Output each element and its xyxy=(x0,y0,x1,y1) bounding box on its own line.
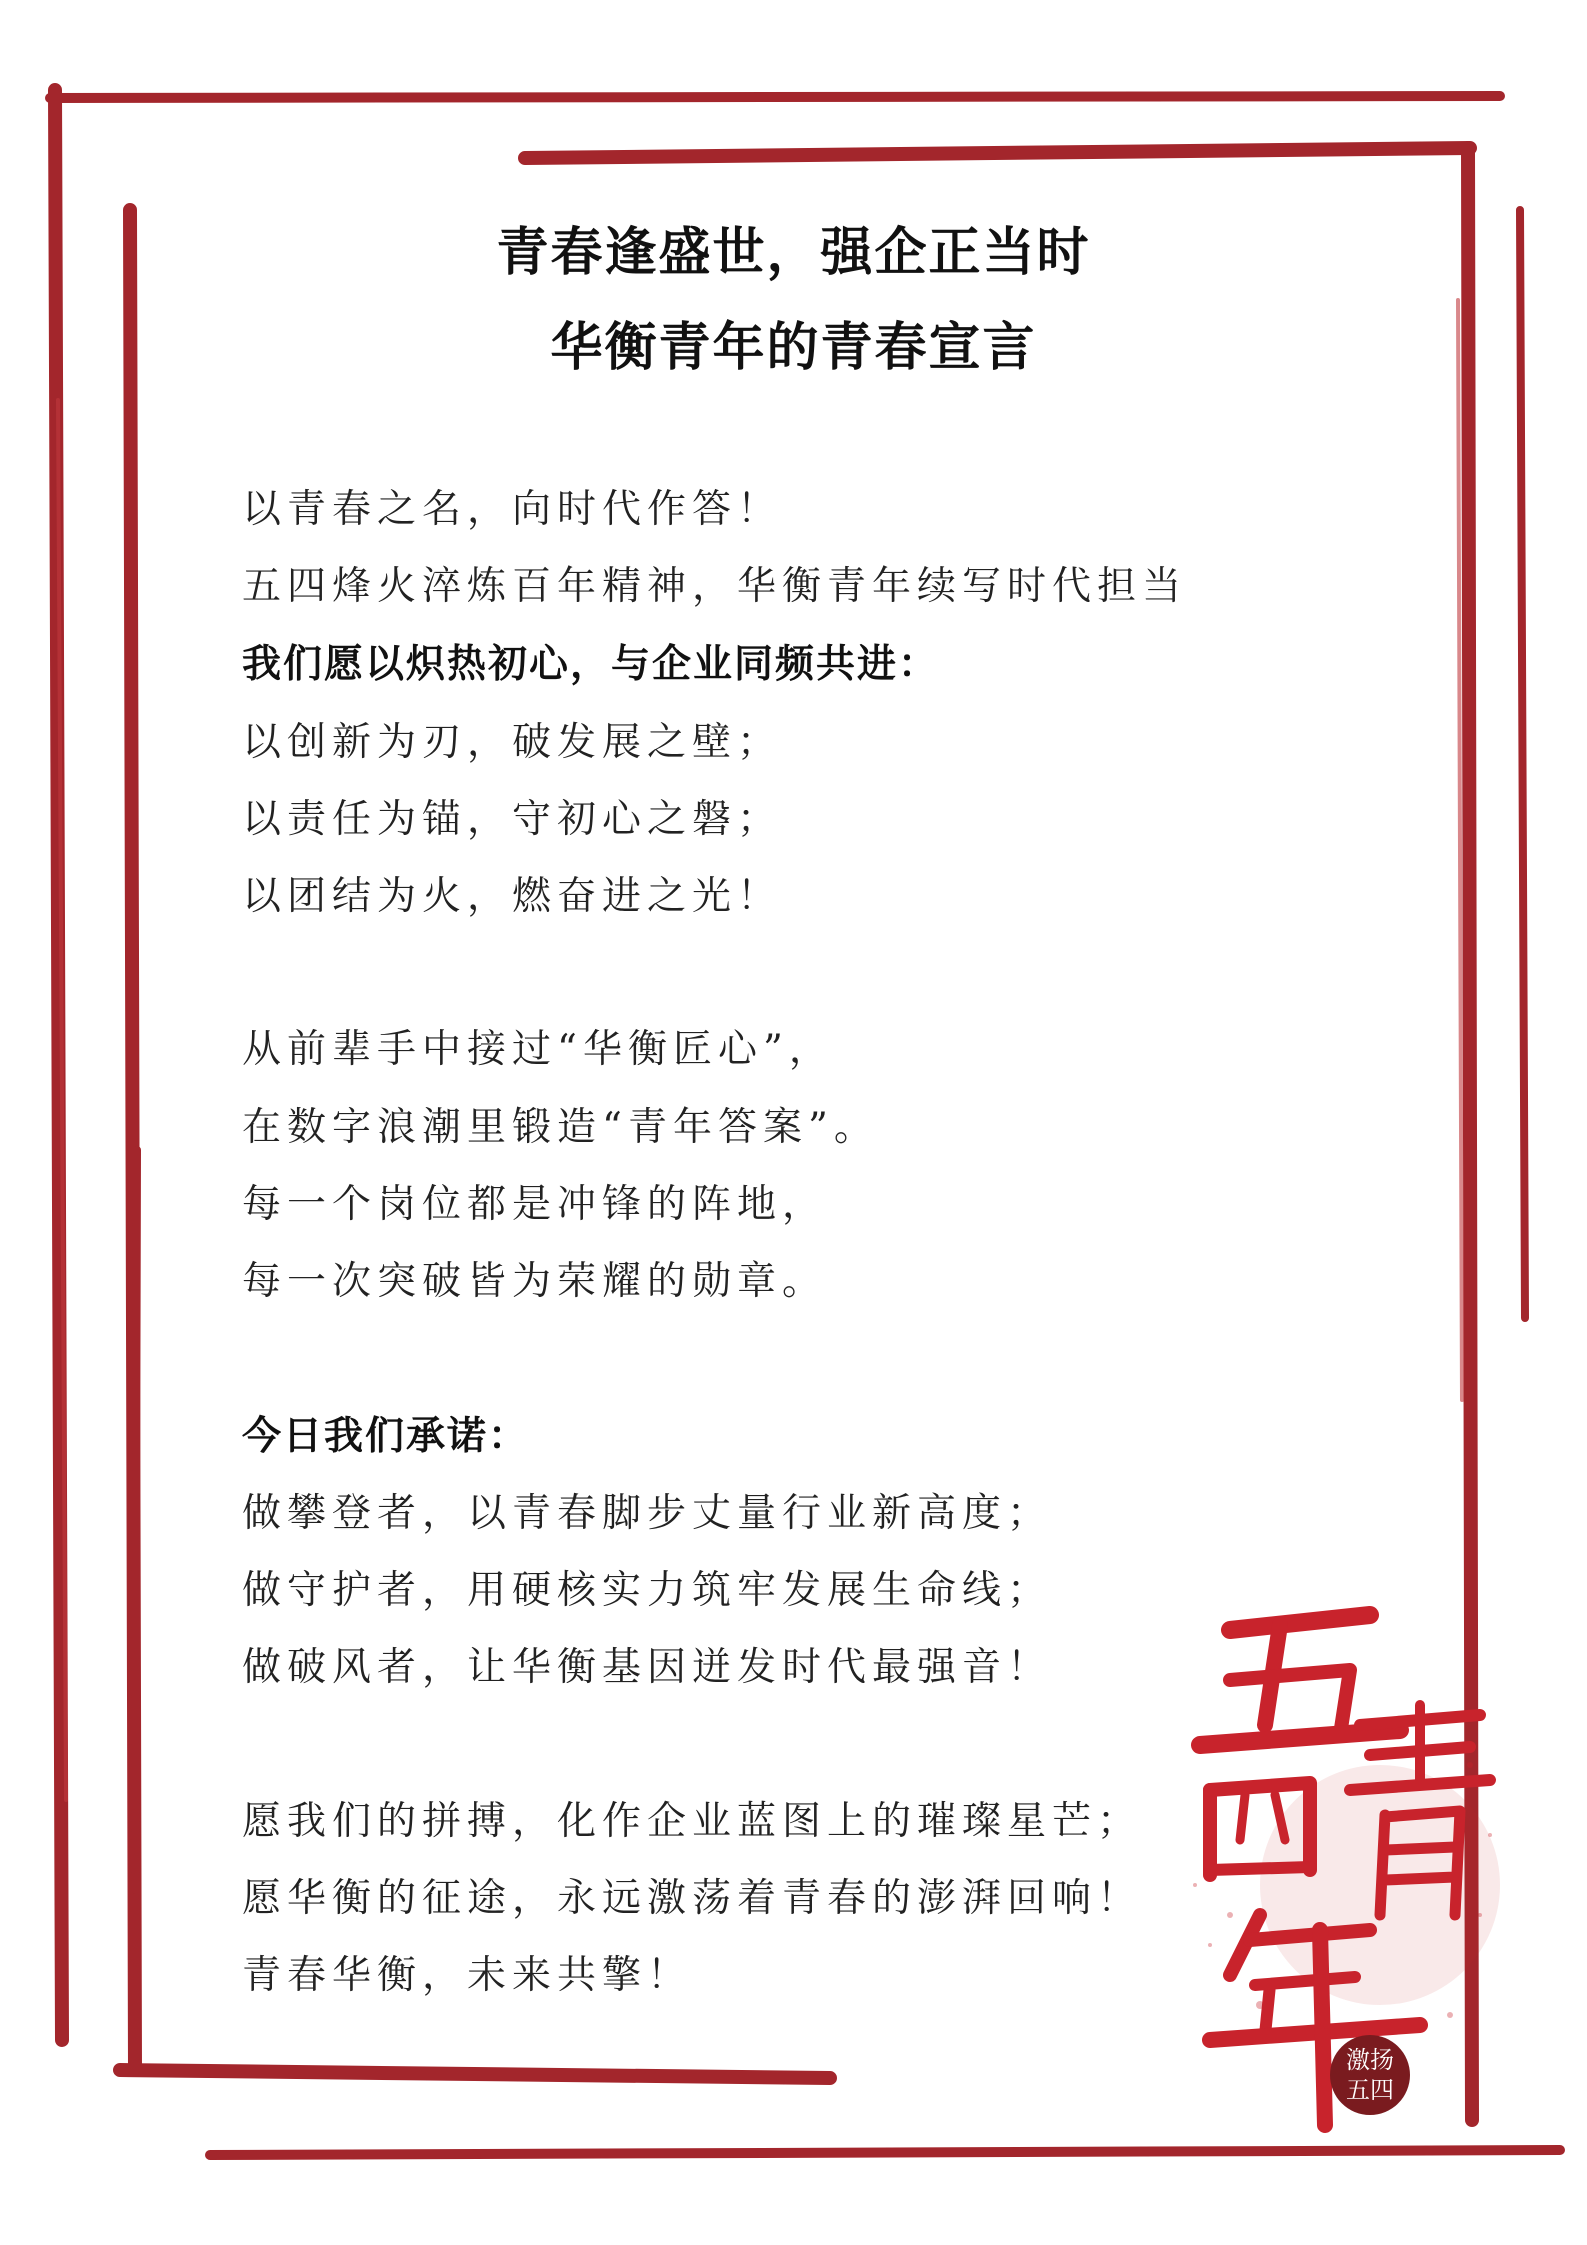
poem-line: 五四烽火淬炼百年精神，华衡青年续写时代担当 xyxy=(242,564,1188,609)
seal-text-line-1: 激扬 xyxy=(1346,2046,1394,2074)
poem-line: 每一个岗位都是冲锋的阵地， xyxy=(242,1182,828,1227)
poem-line: 做守护者，用硬核实力筑牢发展生命线； xyxy=(242,1568,1053,1613)
poem-line: 以青春之名，向时代作答！ xyxy=(242,487,783,532)
poem-line: 以责任为锚，守初心之磐； xyxy=(242,797,783,842)
seal-text-line-2: 五四 xyxy=(1346,2076,1394,2104)
poem-line-bold: 今日我们承诺： xyxy=(242,1414,530,1459)
poem-line-bold: 我们愿以炽热初心，与企业同频共进： xyxy=(242,642,940,687)
poem-line: 愿华衡的征途，永远激荡着青春的澎湃回响！ xyxy=(242,1876,1143,1921)
poem-line: 做攀登者，以青春脚步丈量行业新高度； xyxy=(242,1491,1053,1536)
jiyang-wusi-seal xyxy=(1330,2035,1410,2115)
page-title-line-1: 青春逢盛世，强企正当时 xyxy=(496,223,1091,283)
poem-line: 愿我们的拼搏，化作企业蓝图上的璀璨星芒； xyxy=(242,1799,1143,1844)
poem-line: 从前辈手中接过“华衡匠心”， xyxy=(242,1027,834,1072)
poem-line: 在数字浪潮里锻造“青年答案”。 xyxy=(242,1105,879,1150)
poem-line: 以团结为火，燃奋进之光！ xyxy=(242,874,783,919)
poem-line: 做破风者，让华衡基因迸发时代最强音！ xyxy=(242,1645,1053,1690)
poem-line: 青春华衡，未来共擎！ xyxy=(242,1953,693,1998)
poem-line: 每一次突破皆为荣耀的勋章。 xyxy=(242,1259,828,1304)
page-title-line-2: 华衡青年的青春宣言 xyxy=(550,318,1037,378)
poem-line: 以创新为刃，破发展之壁； xyxy=(242,720,783,765)
